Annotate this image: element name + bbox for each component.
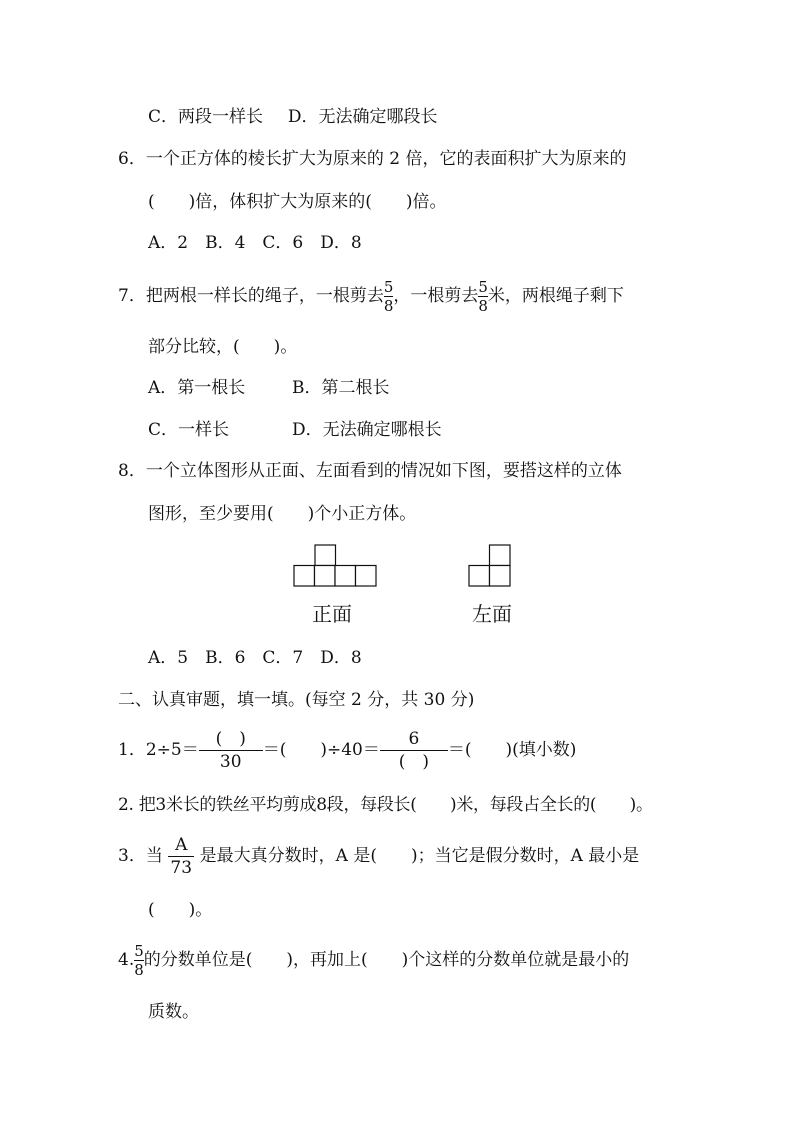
- left-view-top-square: [490, 545, 511, 566]
- front-view-bottom-square: [294, 566, 315, 587]
- fill-4-fraction-numerator: 5: [134, 942, 144, 960]
- fill-1-fraction-a-numerator: ( ): [215, 729, 246, 749]
- q7-fraction-2-numerator: 5: [478, 278, 488, 296]
- fill-3-text-b: 是最大真分数时，A 是( )；当它是假分数时，A 最小是: [199, 846, 640, 866]
- left-view-bottom-square: [469, 566, 490, 587]
- q6-options: A．2 B．4 C．6 D．8: [148, 233, 362, 253]
- fill-1-fraction-b-numerator: 6: [408, 729, 420, 749]
- fill-4-fraction: [134, 942, 144, 979]
- fill-1-text-c: ＝( )(填小数): [447, 740, 577, 760]
- q5-options-row: [148, 109, 437, 126]
- q8-number: 8．: [118, 461, 146, 481]
- q6-text: 一个正方体的棱长扩大为原来的 2 倍，它的表面积扩大为原来的: [145, 149, 627, 169]
- fill-1-fraction-a: [199, 728, 263, 773]
- fill-3-fraction: [168, 834, 194, 879]
- fill-1-text-a: 2÷5＝: [145, 740, 199, 760]
- fill-3-line2: ( )。: [148, 900, 213, 920]
- fill-4-line1: [118, 940, 629, 980]
- q7-number: 7．: [118, 286, 146, 306]
- q7-option-a: A．第一根长: [148, 378, 246, 398]
- left-view-bottom-square: [490, 566, 511, 587]
- q7-fraction-1-numerator: 5: [383, 278, 394, 296]
- q7-text-b: ，一根剪去: [393, 286, 479, 306]
- front-view-bottom-square: [356, 566, 377, 587]
- q8-options: A．5 B．6 C．7 D．8: [148, 648, 362, 668]
- q7-text-a: 把两根一样长的绳子，一根剪去: [145, 286, 384, 306]
- q5-option-d: D．无法确定哪段长: [287, 107, 438, 127]
- fill-1-fraction-b-denominator: ( ): [380, 750, 448, 773]
- front-view-figure: [292, 542, 380, 588]
- q6-number: 6．: [118, 149, 146, 169]
- q7-option-c: C．一样长: [148, 420, 230, 440]
- q7-line2: 部分比较，( )。: [148, 337, 298, 357]
- fill-4-number: 4.: [118, 950, 135, 970]
- fill-3-fraction-numerator: A: [175, 835, 188, 855]
- fill-1-line: [118, 726, 576, 774]
- left-view-figure: [467, 542, 515, 588]
- fill-4-text: 的分数单位是( )，再加上( )个这样的分数单位就是最小的: [143, 950, 630, 970]
- fill-3-fraction-denominator: 73: [168, 856, 194, 879]
- front-view-bottom-square: [315, 566, 336, 587]
- q7-text-c: 米，两根绳子剩下: [487, 286, 624, 306]
- fill-4-line2: 质数。: [148, 1002, 199, 1022]
- left-view-label: 左面: [472, 602, 512, 626]
- q6-line1: [118, 151, 626, 168]
- q8-text: 一个立体图形从正面、左面看到的情况如下图，要搭这样的立体: [145, 461, 622, 481]
- fill-1-fraction-a-denominator: 30: [199, 750, 263, 773]
- q7-option-b: B．第二根长: [292, 378, 390, 398]
- q8-line1: [118, 463, 622, 480]
- q8-line2: 图形，至少要用( )个小正方体。: [148, 504, 417, 524]
- fill-3-number: 3．: [118, 846, 146, 866]
- q7-fraction-1-denominator: 8: [383, 297, 394, 315]
- q6-line2: ( )倍，体积扩大为原来的( )倍。: [148, 192, 447, 212]
- fill-4-fraction-denominator: 8: [134, 961, 144, 979]
- front-view-label: 正面: [312, 602, 352, 626]
- q7-fraction-1: [384, 278, 394, 315]
- fill-1-fraction-b: [380, 728, 448, 773]
- q7-fraction-2-denominator: 8: [478, 297, 488, 315]
- fill-1-text-b: ＝( )÷40＝: [262, 740, 380, 760]
- front-view-bottom-square: [335, 566, 356, 587]
- fill-2-line: 2. 把3米长的铁丝平均剪成8段，每段长( )米，每段占全长的( )。: [118, 795, 653, 815]
- front-view-top-square: [315, 545, 336, 566]
- q7-line1: [118, 276, 624, 316]
- fill-3-line1: [118, 832, 639, 880]
- q7-option-d: D．无法确定哪根长: [292, 420, 442, 440]
- q7-fraction-2: [478, 278, 488, 315]
- q5-option-c: C．两段一样长: [148, 107, 264, 127]
- fill-3-text-a: 当: [145, 846, 163, 866]
- section-2-heading: 二、认真审题，填一填。(每空 2 分，共 30 分): [118, 690, 475, 710]
- fill-1-number: 1．: [118, 740, 146, 760]
